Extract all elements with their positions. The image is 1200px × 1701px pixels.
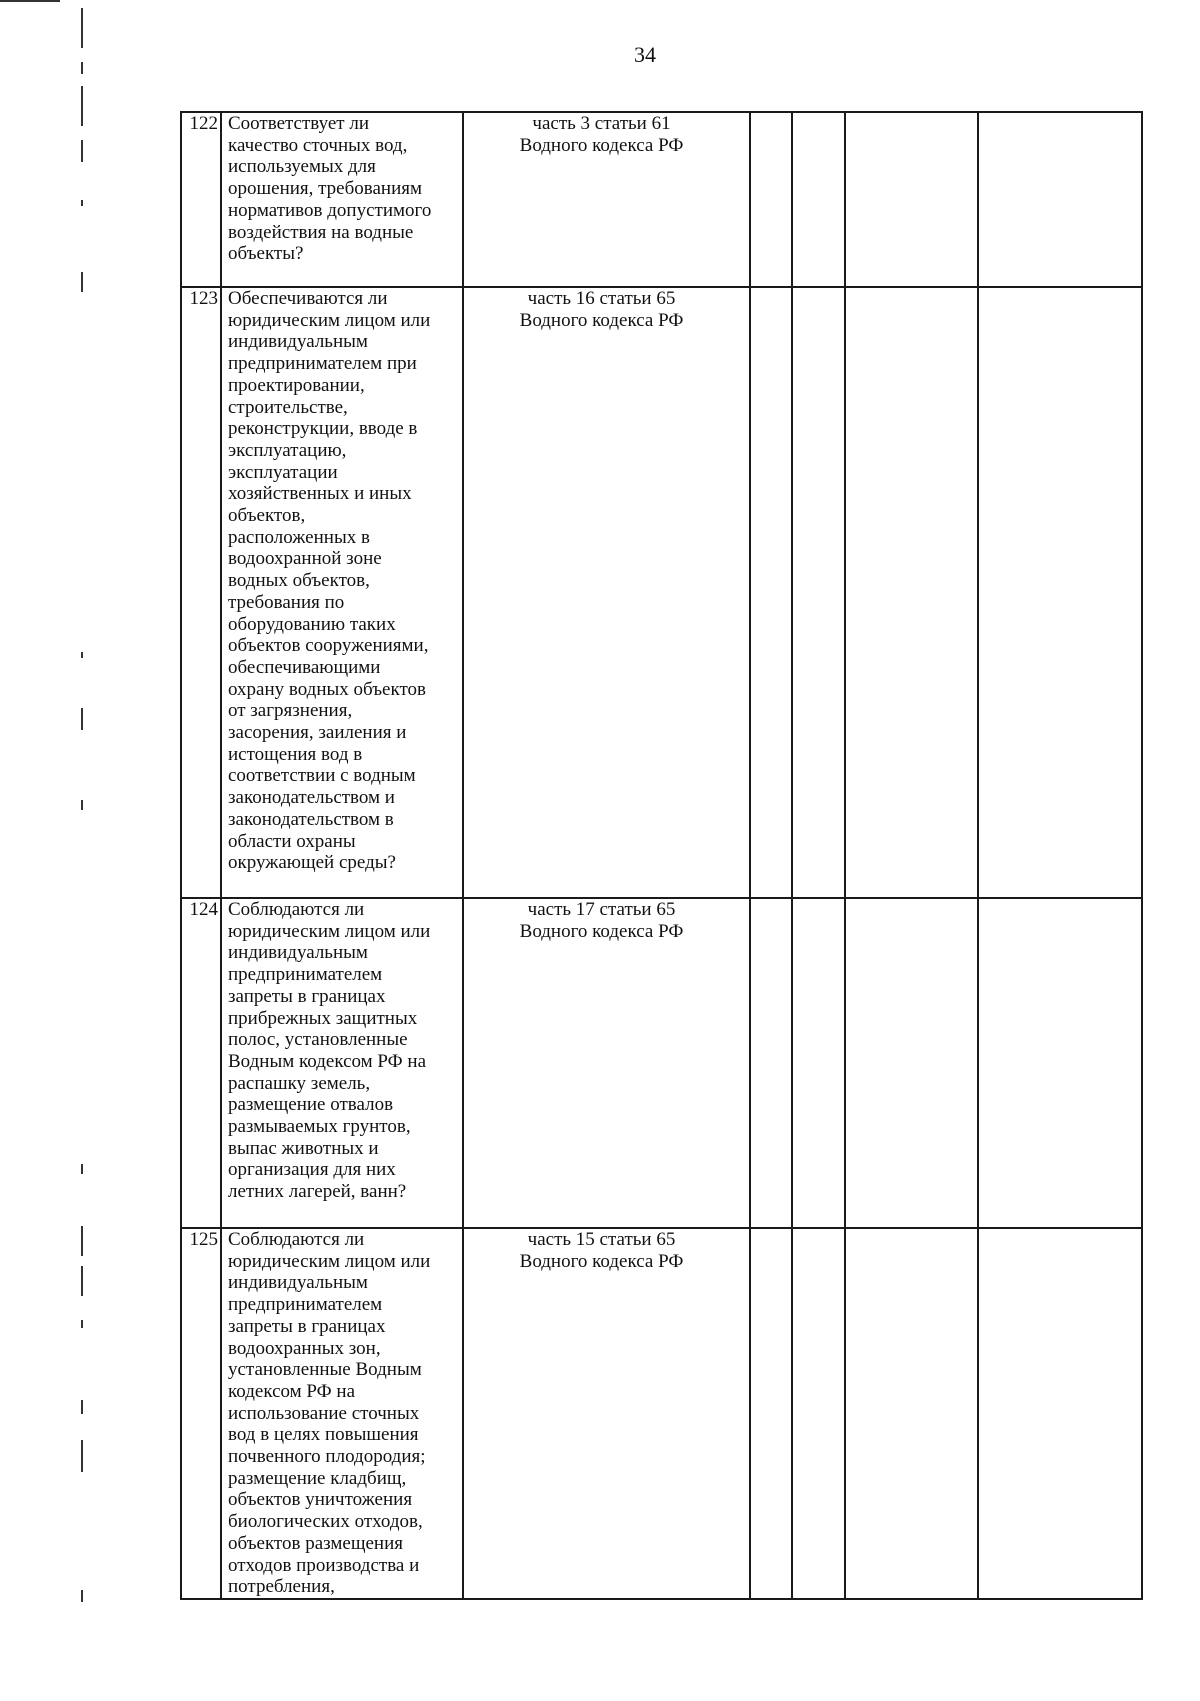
- legal-reference-cell: часть 15 статьи 65 Водного кодекса РФ: [463, 1228, 750, 1599]
- notes-cell[interactable]: [978, 898, 1142, 1228]
- row-number: 125: [181, 1228, 221, 1599]
- scan-edge-mark: [0, 0, 60, 2]
- answer-na-cell[interactable]: [845, 112, 978, 287]
- answer-na-cell[interactable]: [845, 898, 978, 1228]
- answer-no-cell[interactable]: [792, 1228, 845, 1599]
- question-cell: Обеспечиваются ли юридическим лицом или индивидуальным предпринимателем при проектировании, строительстве, реконструкции, вводе в эксплуатацию, эксплуатации хозяйственных и иных объектов, расположенных в водоохранной зоне водных объектов, требования по оборудованию таких объектов сооружениями, обеспечивающими охрану водных объектов от загрязнения, засорения, заиления и истощения вод в соответствии с водным законодательством и законодательством в области охраны окружающей среды?: [221, 287, 463, 898]
- notes-cell[interactable]: [978, 287, 1142, 898]
- notes-cell[interactable]: [978, 112, 1142, 287]
- table-row: [181, 112, 1142, 287]
- answer-yes-cell[interactable]: [750, 1228, 792, 1599]
- answer-yes-cell[interactable]: [750, 898, 792, 1228]
- row-number: 123: [181, 287, 221, 898]
- checklist-table: [180, 111, 1143, 1600]
- row-number: 122: [181, 112, 221, 287]
- answer-yes-cell[interactable]: [750, 112, 792, 287]
- answer-no-cell[interactable]: [792, 898, 845, 1228]
- question-cell: Соблюдаются ли юридическим лицом или индивидуальным предпринимателем запреты в границах водоохранных зон, установленные Водным кодексом РФ на использование сточных вод в целях повышения почвенного плодородия; размещение кладбищ, объектов уничтожения биологических отходов, объектов размещения отходов производства и потребления,: [221, 1228, 463, 1599]
- answer-na-cell[interactable]: [845, 287, 978, 898]
- row-number: 124: [181, 898, 221, 1228]
- notes-cell[interactable]: [978, 1228, 1142, 1599]
- answer-no-cell[interactable]: [792, 112, 845, 287]
- legal-reference-cell: часть 17 статьи 65 Водного кодекса РФ: [463, 898, 750, 1228]
- question-cell: Соблюдаются ли юридическим лицом или индивидуальным предпринимателем запреты в границах прибрежных защитных полос, установленные Водным кодексом РФ на распашку земель, размещение отвалов размываемых грунтов, выпас животных и организация для них летних лагерей, ванн?: [221, 898, 463, 1228]
- question-cell: Соответствует ли качество сточных вод, используемых для орошения, требованиям нормативов допустимого воздействия на водные объекты?: [221, 112, 463, 287]
- table-row: [181, 898, 1142, 1228]
- page-number: 34: [634, 42, 656, 67]
- table-row: [181, 287, 1142, 898]
- legal-reference-cell: часть 3 статьи 61 Водного кодекса РФ: [463, 112, 750, 287]
- table-row: [181, 1228, 1142, 1599]
- answer-na-cell[interactable]: [845, 1228, 978, 1599]
- answer-yes-cell[interactable]: [750, 287, 792, 898]
- binding-perforation-marks: [81, 0, 85, 1701]
- answer-no-cell[interactable]: [792, 287, 845, 898]
- legal-reference-cell: часть 16 статьи 65 Водного кодекса РФ: [463, 287, 750, 898]
